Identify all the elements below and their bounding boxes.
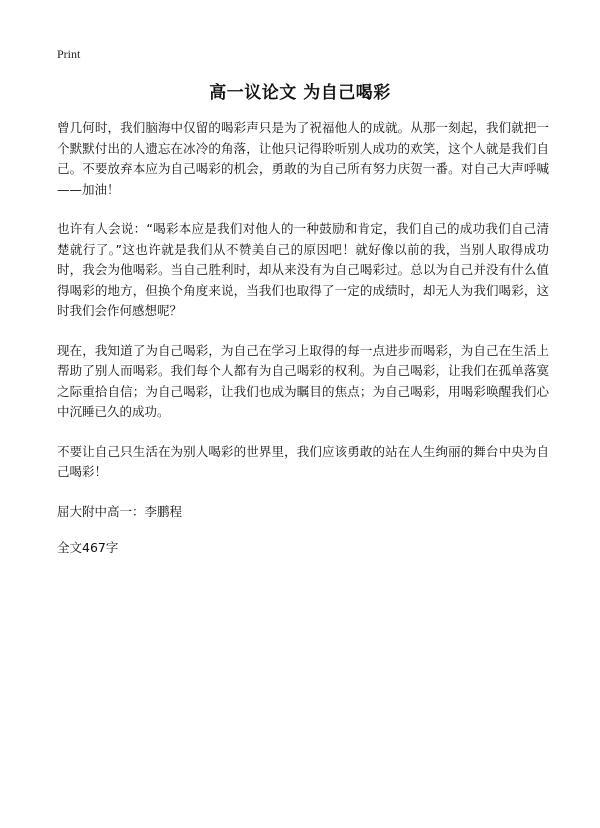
paragraph-4: 不要让自己只生活在为别人喝彩的世界里，我们应该勇敢的站在人生绚丽的舞台中央为自己喝彩！ — [57, 443, 549, 479]
word-count: 全文467字 — [57, 540, 119, 555]
paragraph-2: 也许有人会说：“喝彩本应是我们对他人的一种鼓励和肯定，我们自己的成功我们自己清楚就行了。”这也许就是我们从不赞美自己的原因吧！就好像以前的我，当别人取得成功时，我会为他喝彩。当自己胜利时，却从来没有为自己喝彩过。总以为自己并没有什么值得喝彩的地方，但换个角度来说，当我们也取得了一定的成绩时，却无人为我们喝彩，这时我们会作何感想呢？ — [57, 221, 549, 318]
paragraph-1: 曾几何时，我们脑海中仅留的喝彩声只是为了祝福他人的成就。从那一刻起，我们就把一个默默付出的人遗忘在冰冷的角落，让他只记得聆听别人成功的欢笑，这个人就是我们自己。不要放弃本应为自己喝彩的机会，勇敢的为自己所有努力庆贺一番。对自己大声呼喊——加油！ — [57, 120, 549, 197]
article-body — [57, 118, 549, 578]
author-byline: 屈大附中高一：李鹏程 — [57, 503, 183, 519]
article-title: 高一议论文 为自己喝彩 — [209, 83, 391, 103]
paragraph-3: 现在，我知道了为自己喝彩，为自己在学习上取得的每一点进步而喝彩，为自己在生活上帮助了别人而喝彩。我们每个人都有为自己喝彩的权利。为自己喝彩，让我们在孤单落寞之际重拾自信；为自己喝彩，让我们也成为瞩目的焦点；为自己喝彩，用喝彩唤醒我们心中沉睡已久的成功。 — [57, 342, 549, 419]
print-label: Print — [57, 47, 81, 61]
